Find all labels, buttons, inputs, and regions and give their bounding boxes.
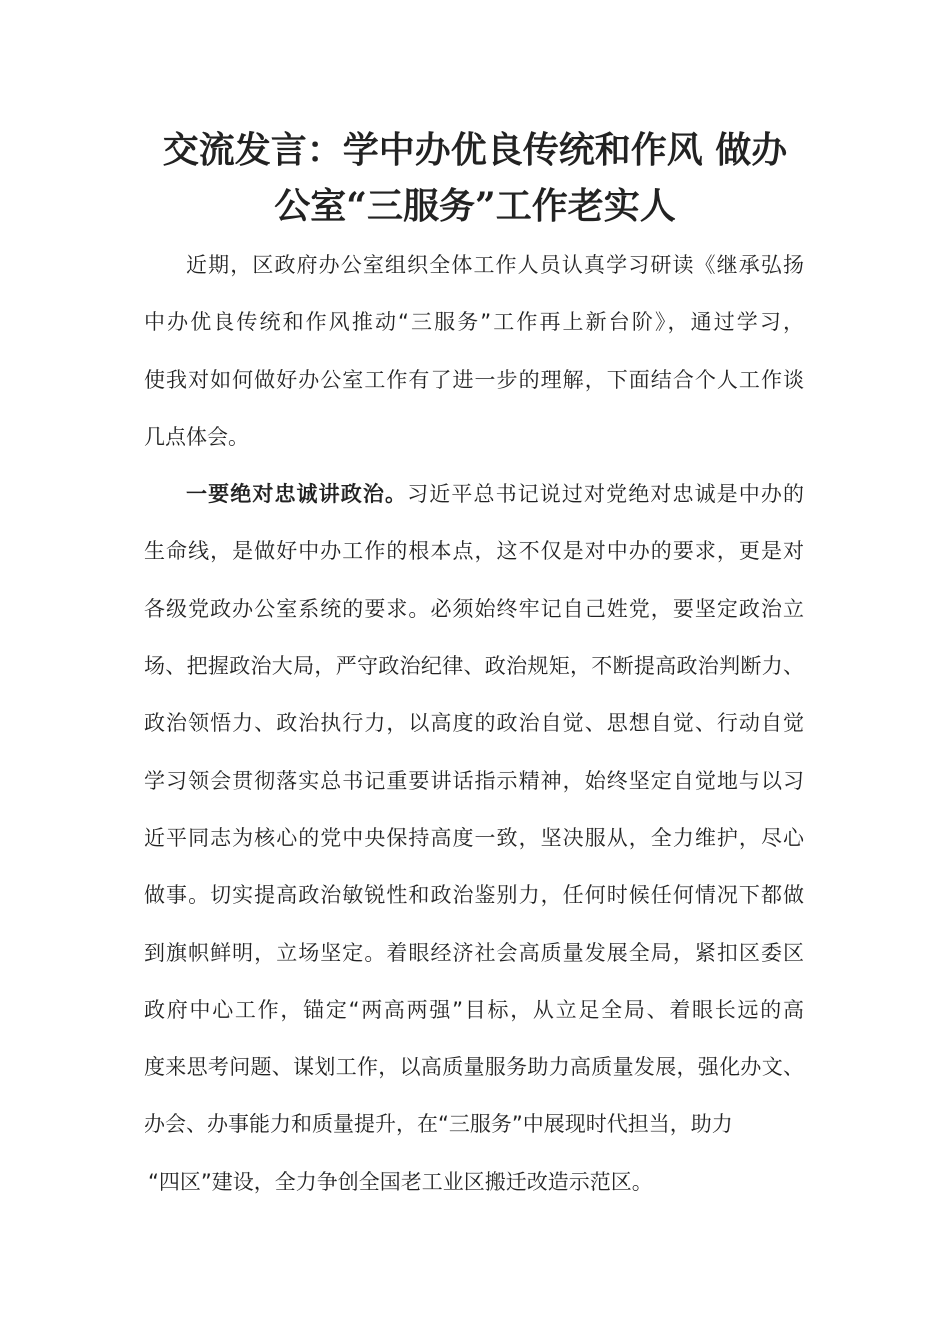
paragraph-2-line-1-text: 习近平总书记说过对党绝对忠诚是中办的 [407,482,805,507]
paragraph-1-line-3: 使我对如何做好办公室工作有了进一步的理解，下面结合个人工作谈 [144,367,804,392]
paragraph-2-line-13: “四区”建设，全力争创全国老工业区搬迁改造示范区。 [148,1169,653,1194]
paragraph-2-line-6: 学习领会贯彻落实总书记重要讲话指示精神，始终坚定自觉地与以习 [144,768,804,793]
paragraph-2-line-7: 近平同志为核心的党中央保持高度一致，坚决服从，全力维护，尽心 [144,825,804,850]
paragraph-2-line-4: 场、把握政治大局，严守政治纪律、政治规矩，不断提高政治判断力、 [144,654,804,679]
paragraph-2-line-1 [144,466,804,523]
paragraph-2-line-12: 办会、办事能力和质量提升，在“三服务”中展现时代担当，助力 [144,1112,733,1137]
paragraph-2-line-5: 政治领悟力、政治执行力，以高度的政治自觉、思想自觉、行动自觉 [144,711,804,736]
paragraph-2-heading: 一要绝对忠诚讲政治。 [186,482,408,507]
paragraph-1-line-1: 近期，区政府办公室组织全体工作人员认真学习研读《继承弘扬 [186,253,804,277]
document-title [130,122,820,234]
title-line-2: 公室“三服务”工作老实人 [274,185,676,227]
title-line-1: 交流发言：学中办优良传统和作风 做办 [162,129,788,171]
paragraph-2-line-2: 生命线，是做好中办工作的根本点，这不仅是对中办的要求，更是对 [144,539,804,564]
paragraph-1-line-2: 中办优良传统和作风推动“三服务”工作再上新台阶》，通过学习， [144,310,804,335]
paragraph-2-line-9: 到旗帜鲜明，立场坚定。着眼经济社会高质量发展全局，紧扣区委区 [144,940,804,965]
document-body [144,237,804,1211]
paragraph-2-line-11: 度来思考问题、谋划工作，以高质量服务助力高质量发展，强化办文、 [144,1055,804,1080]
paragraph-2-line-3: 各级党政办公室系统的要求。必须始终牢记自己姓党，要坚定政治立 [144,596,804,621]
paragraph-2-line-8: 做事。切实提高政治敏锐性和政治鉴别力，任何时候任何情况下都做 [144,883,804,908]
paragraph-1-line-4: 几点体会。 [144,424,249,449]
paragraph-2-line-10: 政府中心工作，锚定“两高两强”目标，从立足全局、着眼长远的高 [144,997,804,1022]
